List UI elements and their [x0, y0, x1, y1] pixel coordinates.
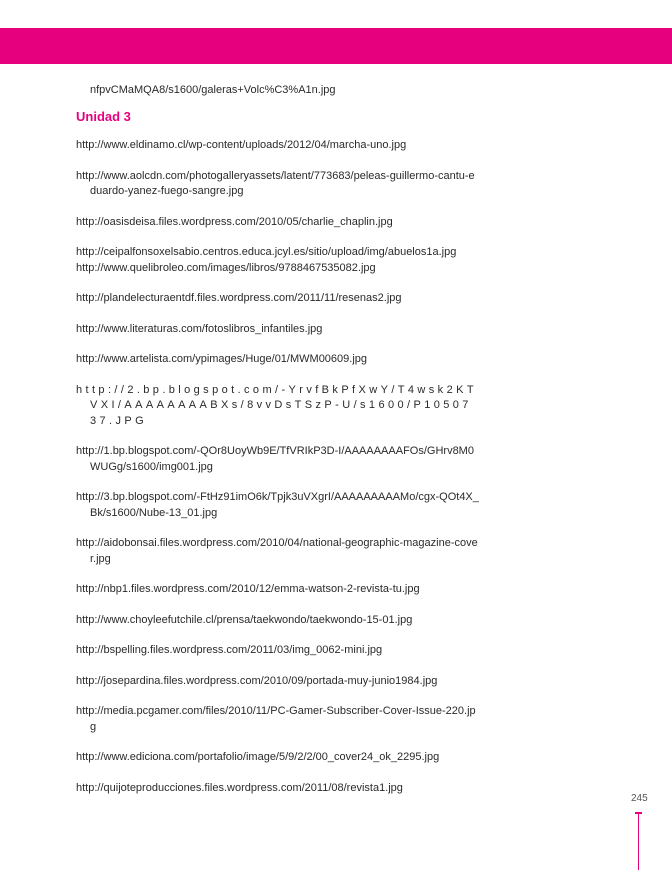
page-number: 245 [631, 793, 648, 804]
page-marker-line [638, 812, 639, 870]
url-item: http://media.pcgamer.com/files/2010/11/PC-Gamer-Subscriber-Cover-Issue-220.jpg [76, 705, 476, 733]
url-item: http://2.bp.blogspot.com/-YrvfBkPfXwY/T4wsk2KTVXI/AAAAAAAABXs/8vvDsTSzP-U/s1600/P1050737.JPG [76, 383, 477, 427]
url-item: http://3.bp.blogspot.com/-FtHz91imO6k/Tpjk3uVXgrI/AAAAAAAAAMo/cgx-QOt4X_Bk/s1600/Nube-13_01.jpg [76, 491, 479, 519]
url-item: http://aidobonsai.files.wordpress.com/2010/04/national-geographic-magazine-cover.jpg [76, 537, 478, 565]
url-item: http://www.ediciona.com/portafolio/image/5/9/2/2/00_cover24_ok_2295.jpg [76, 751, 440, 763]
url-item: http://oasisdeisa.files.wordpress.com/2010/05/charlie_chaplin.jpg [76, 215, 393, 228]
url-item: http://plandelecturaentdf.files.wordpress.com/2011/11/resenas2.jpg [76, 292, 402, 304]
header-band [0, 28, 672, 64]
url-item: http://www.literaturas.com/fotoslibros_infantiles.jpg [76, 322, 323, 335]
url-item: http://www.artelista.com/ypimages/Huge/01/MWM00609.jpg [76, 353, 368, 365]
url-item: http://www.eldinamo.cl/wp-content/uploads/2012/04/marcha-uno.jpg [76, 139, 407, 151]
url-item: http://josepardina.files.wordpress.com/2010/09/portada-muy-junio1984.jpg [76, 674, 438, 687]
url-item: http://www.aolcdn.com/photogalleryassets/latent/773683/peleas-guillermo-cantu-eduardo-yanez-fuego-sangre.jpg [76, 169, 475, 197]
url-item: http://quijoteproducciones.files.wordpress.com/2011/08/revista1.jpg [76, 781, 403, 794]
url-item: http://1.bp.blogspot.com/-QOr8UoyWb9E/TfVRIkP3D-I/AAAAAAAAFOs/GHrv8M0WUGg/s1600/img001.jpg [76, 445, 474, 473]
page-content [76, 82, 480, 811]
url-item: http://nbp1.files.wordpress.com/2010/12/emma-watson-2-revista-tu.jpg [76, 583, 420, 595]
url-item: http://bspelling.files.wordpress.com/2011/03/img_0062-mini.jpg [76, 644, 383, 656]
url-list [76, 138, 480, 796]
continued-url: nfpvCMaMQA8/s1600/galeras+Volc%C3%A1n.jpg [90, 84, 336, 96]
url-item: http://ceipalfonsoxelsabio.centros.educa.jcyl.es/sitio/upload/img/abuelos1a.jpg [76, 246, 457, 258]
url-item: http://www.choyleefutchile.cl/prensa/taekwondo/taekwondo-15-01.jpg [76, 613, 413, 626]
url-item: http://www.quelibroleo.com/images/libros/9788467535082.jpg [76, 261, 376, 274]
section-title: Unidad 3 [76, 109, 131, 124]
